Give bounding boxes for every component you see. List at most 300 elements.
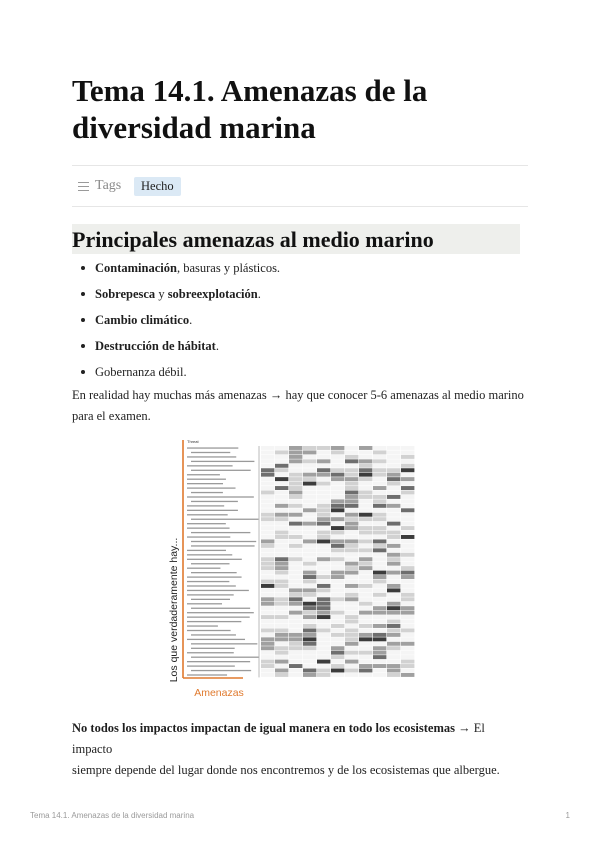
heatmap-cell — [345, 455, 358, 459]
heatmap-cell — [303, 539, 316, 543]
heatmap-cell — [359, 486, 372, 490]
heatmap-cell — [289, 664, 302, 668]
heatmap-cell — [401, 597, 414, 601]
heatmap-cell — [401, 628, 414, 632]
heatmap-cell — [261, 660, 274, 664]
heatmap-cell — [275, 464, 288, 468]
heatmap-cell — [275, 624, 288, 628]
heatmap-cell — [303, 473, 316, 477]
heatmap-cell — [317, 615, 330, 619]
heatmap-cell — [345, 584, 358, 588]
heatmap-cell — [345, 562, 358, 566]
page-title: Tema 14.1. Amenazas de la diversidad marina — [72, 73, 428, 145]
heatmap-cell — [331, 580, 344, 584]
heatmap-cell — [275, 660, 288, 664]
row-label-line — [191, 599, 230, 600]
heatmap-cell — [331, 673, 344, 677]
heatmap-cell — [331, 504, 344, 508]
row-label-line — [187, 550, 226, 551]
heatmap-cell — [359, 606, 372, 610]
heatmap-cell — [387, 611, 400, 615]
heatmap-cell — [345, 495, 358, 499]
heatmap-cell — [401, 459, 414, 463]
heatmap-cell — [275, 646, 288, 650]
heatmap-cell — [359, 637, 372, 641]
heatmap-cell — [261, 673, 274, 677]
heatmap-cell — [373, 571, 386, 575]
row-label-line — [187, 487, 236, 488]
heatmap-cell — [331, 646, 344, 650]
heatmap-cell — [289, 597, 302, 601]
heatmap-cell — [359, 508, 372, 512]
heatmap-cell — [317, 482, 330, 486]
row-label-line — [187, 630, 231, 631]
heatmap-cell — [289, 673, 302, 677]
heatmap-cell — [345, 544, 358, 548]
heatmap-cell — [345, 606, 358, 610]
heatmap-cell — [401, 526, 414, 530]
heatmap-cell — [261, 459, 274, 463]
heatmap-cell — [275, 669, 288, 673]
row-label-line — [191, 541, 256, 542]
heatmap-cell — [345, 477, 358, 481]
heatmap-cell — [303, 531, 316, 535]
heatmap-cell — [303, 548, 316, 552]
heatmap-cell — [275, 508, 288, 512]
heatmap-cell — [317, 566, 330, 570]
heatmap-cell — [345, 473, 358, 477]
heatmap-cell — [359, 446, 372, 450]
heatmap-cell — [303, 544, 316, 548]
heatmap-cell — [401, 517, 414, 521]
heatmap-cell — [261, 535, 274, 539]
heatmap-cell — [387, 615, 400, 619]
row-label-line — [187, 652, 234, 653]
heatmap-cell — [373, 664, 386, 668]
row-label-line — [187, 474, 220, 475]
heatmap-cell — [359, 544, 372, 548]
heatmap-cell — [331, 566, 344, 570]
heatmap-cell — [261, 651, 274, 655]
paragraph-bold: No todos los impactos impactan de igual manera en todo los ecosistemas — [72, 721, 455, 735]
heatmap-cell — [401, 535, 414, 539]
heatmap-cell — [317, 464, 330, 468]
heatmap-cell — [317, 620, 330, 624]
heatmap-cell — [331, 669, 344, 673]
heatmap-cell — [359, 553, 372, 557]
heatmap-cell — [289, 535, 302, 539]
heatmap-cell — [303, 597, 316, 601]
heatmap-cell — [317, 584, 330, 588]
threats-list — [72, 258, 528, 388]
heatmap-cell — [401, 557, 414, 561]
heatmap-cell — [345, 669, 358, 673]
heatmap-cell — [345, 611, 358, 615]
list-item-text: y — [155, 287, 168, 301]
heatmap-cell — [401, 651, 414, 655]
heatmap-cell — [275, 606, 288, 610]
heatmap-cell — [359, 566, 372, 570]
heatmap-cell — [359, 522, 372, 526]
heatmap-cell — [345, 646, 358, 650]
heatmap-cell — [303, 580, 316, 584]
heatmap-cell — [331, 473, 344, 477]
heatmap-cell — [387, 660, 400, 664]
heatmap-cell — [303, 660, 316, 664]
heatmap-cell — [331, 660, 344, 664]
heatmap-cell — [373, 611, 386, 615]
heatmap-cell — [387, 628, 400, 632]
heatmap-cell — [359, 455, 372, 459]
heatmap-cell — [303, 655, 316, 659]
heatmap-cell — [331, 450, 344, 454]
heatmap-cell — [373, 508, 386, 512]
heatmap-cell — [261, 624, 274, 628]
heatmap-cell — [331, 508, 344, 512]
heatmap-cell — [317, 651, 330, 655]
heatmap-cell — [387, 571, 400, 575]
heatmap-cell — [387, 539, 400, 543]
row-label-line — [187, 496, 254, 497]
section-heading-text: Principales amenazas al medio marino — [72, 227, 434, 252]
heatmap-cell — [317, 477, 330, 481]
row-label-line — [187, 581, 229, 582]
heatmap-cell — [401, 624, 414, 628]
heatmap-cell — [261, 584, 274, 588]
heatmap-cell — [387, 602, 400, 606]
heatmap-cell — [345, 499, 358, 503]
heatmap-cell — [261, 615, 274, 619]
heatmap-cell — [345, 566, 358, 570]
list-item-bold-2: sobreexplotación — [167, 287, 258, 301]
heatmap-cell — [303, 620, 316, 624]
row-label-line — [187, 665, 235, 666]
heatmap-cell — [317, 526, 330, 530]
heatmap-cell — [387, 544, 400, 548]
heatmap-cell — [289, 446, 302, 450]
heatmap-cell — [317, 531, 330, 535]
heatmap-cell — [373, 491, 386, 495]
heatmap-cell — [401, 606, 414, 610]
heatmap-cell — [401, 464, 414, 468]
list-item-text: , basuras y plásticos. — [176, 261, 281, 275]
heatmap-cell — [331, 651, 344, 655]
heatmap-cell — [317, 486, 330, 490]
heatmap-cell — [317, 450, 330, 454]
heatmap-cell — [359, 588, 372, 592]
heatmap-cell — [331, 522, 344, 526]
heatmap-cell — [289, 455, 302, 459]
heatmap-cell — [345, 597, 358, 601]
heatmap-cell — [373, 646, 386, 650]
heatmap-cell — [373, 673, 386, 677]
heatmap-cell — [317, 580, 330, 584]
heatmap-cell — [359, 504, 372, 508]
heatmap-cell — [317, 504, 330, 508]
heatmap-cell — [289, 655, 302, 659]
heatmap-cell — [303, 522, 316, 526]
heatmap-cell — [289, 522, 302, 526]
heatmap-cell — [345, 655, 358, 659]
heatmap-cell — [317, 499, 330, 503]
heatmap-cell — [275, 633, 288, 637]
heatmap-cell — [331, 499, 344, 503]
heatmap-cell — [275, 584, 288, 588]
heatmap-cell — [387, 584, 400, 588]
row-label-line — [191, 492, 223, 493]
heatmap-cell — [373, 473, 386, 477]
heatmap-cell — [317, 548, 330, 552]
heatmap-cell — [303, 611, 316, 615]
heatmap-cell — [373, 468, 386, 472]
heatmap-cell — [317, 557, 330, 561]
heatmap-cell — [373, 482, 386, 486]
heatmap-cell — [289, 499, 302, 503]
heatmap-cell — [275, 620, 288, 624]
heatmap-cell — [345, 539, 358, 543]
heatmap-cell — [275, 446, 288, 450]
heatmap-cell — [387, 637, 400, 641]
heatmap-cell — [261, 637, 274, 641]
heatmap-cell — [359, 513, 372, 517]
heatmap-cell — [289, 633, 302, 637]
heatmap-cell — [331, 539, 344, 543]
heatmap-cell — [331, 611, 344, 615]
heatmap-cell — [345, 522, 358, 526]
heatmap-cell — [373, 477, 386, 481]
heatmap-cell — [289, 468, 302, 472]
heatmap-cell — [373, 548, 386, 552]
heatmap-cell — [345, 664, 358, 668]
heatmap-cell — [261, 539, 274, 543]
heatmap-cell — [401, 611, 414, 615]
heatmap-cell — [401, 642, 414, 646]
heatmap-cell — [401, 673, 414, 677]
heatmap-cell — [373, 628, 386, 632]
heatmap-cell — [331, 495, 344, 499]
heatmap-cell — [359, 624, 372, 628]
heatmap-cell — [303, 602, 316, 606]
heatmap-cell — [289, 539, 302, 543]
heatmap-cell — [275, 642, 288, 646]
heatmap-cell — [373, 606, 386, 610]
heatmap-cell — [345, 513, 358, 517]
heatmap-cell — [359, 548, 372, 552]
heatmap-cell — [387, 486, 400, 490]
heatmap-cell — [359, 620, 372, 624]
heatmap-cell — [373, 539, 386, 543]
heatmap-cell — [275, 450, 288, 454]
heatmap-cell — [373, 544, 386, 548]
heatmap-cell — [261, 508, 274, 512]
figure-header-label: Threat — [187, 439, 199, 444]
heatmap-cell — [261, 669, 274, 673]
heatmap-cell — [275, 517, 288, 521]
list-item-bold: Contaminación — [95, 261, 177, 275]
heatmap-cell — [345, 642, 358, 646]
heatmap-cell — [303, 508, 316, 512]
heatmap-cell — [373, 575, 386, 579]
row-label-line — [191, 572, 237, 573]
heatmap-cell — [345, 557, 358, 561]
row-label-line — [187, 594, 234, 595]
paragraph-line: siempre depende del lugar donde nos encontremos y de los ecosistemas que albergue. — [72, 763, 500, 777]
heatmap-cell — [261, 606, 274, 610]
heatmap-cell — [401, 450, 414, 454]
heatmap-cell — [373, 593, 386, 597]
heatmap-cell — [303, 593, 316, 597]
heatmap-cell — [289, 575, 302, 579]
heatmap-cell — [359, 491, 372, 495]
heatmap-cell — [303, 526, 316, 530]
heatmap-cell — [317, 624, 330, 628]
heatmap-cell — [345, 633, 358, 637]
heatmap-cell — [289, 553, 302, 557]
heatmap-cell — [317, 491, 330, 495]
heatmap-cell — [387, 468, 400, 472]
heatmap-cell — [331, 637, 344, 641]
heatmap-cell — [275, 459, 288, 463]
heatmap-cell — [373, 553, 386, 557]
heatmap-cell — [359, 526, 372, 530]
heatmap-cell — [331, 544, 344, 548]
heatmap-cell — [261, 522, 274, 526]
heatmap-cell — [401, 495, 414, 499]
heatmap-cell — [261, 482, 274, 486]
heatmap-cell — [261, 450, 274, 454]
row-label-line — [191, 657, 259, 658]
heatmap-cell — [359, 477, 372, 481]
heatmap-cell — [359, 539, 372, 543]
heatmap-cell — [289, 513, 302, 517]
heatmap-cell — [359, 562, 372, 566]
heatmap-cell — [401, 664, 414, 668]
heatmap-cell — [401, 562, 414, 566]
row-label-line — [187, 621, 241, 622]
heatmap-cell — [289, 531, 302, 535]
paragraph-line: para el examen. — [72, 409, 151, 423]
heatmap-cell — [275, 575, 288, 579]
heatmap-cell — [401, 602, 414, 606]
heatmap-cell — [345, 637, 358, 641]
heatmap-cell — [331, 628, 344, 632]
heatmap-cell — [401, 513, 414, 517]
heatmap-cell — [331, 477, 344, 481]
heatmap-cell — [373, 580, 386, 584]
row-label-line — [187, 528, 230, 529]
heatmap-cell — [387, 477, 400, 481]
heatmap-cell — [289, 660, 302, 664]
heatmap-cell — [359, 655, 372, 659]
heatmap-cell — [289, 606, 302, 610]
heatmap-cell — [387, 651, 400, 655]
heatmap-cell — [303, 557, 316, 561]
heatmap-cell — [275, 539, 288, 543]
heatmap-cell — [275, 602, 288, 606]
heatmap-cell — [275, 504, 288, 508]
heatmap-cell — [373, 486, 386, 490]
heatmap-cell — [373, 566, 386, 570]
heatmap-cell — [331, 571, 344, 575]
heatmap-cell — [261, 593, 274, 597]
heatmap-cell — [345, 593, 358, 597]
heatmap-cell — [373, 584, 386, 588]
heatmap-cell — [331, 446, 344, 450]
tags-property[interactable] — [78, 178, 134, 194]
heatmap-cell — [303, 468, 316, 472]
heatmap-cell — [387, 522, 400, 526]
heatmap-cell — [289, 593, 302, 597]
heatmap-cell — [345, 464, 358, 468]
heatmap-cell — [303, 588, 316, 592]
row-label-line — [187, 617, 250, 618]
heatmap-cell — [387, 495, 400, 499]
heatmap-cell — [261, 446, 274, 450]
row-label-line — [187, 447, 238, 448]
heatmap-cell — [261, 575, 274, 579]
heatmap-cell — [373, 655, 386, 659]
heatmap-cell — [289, 642, 302, 646]
list-item — [72, 336, 528, 362]
heatmap-cell — [261, 499, 274, 503]
heatmap-cell — [401, 646, 414, 650]
heatmap-cell — [317, 508, 330, 512]
heatmap-cell — [331, 548, 344, 552]
row-label-line — [187, 590, 249, 591]
heatmap-cell — [373, 597, 386, 601]
threats-matrix-image — [165, 432, 440, 702]
threat-heatmap — [187, 446, 414, 677]
heatmap-cell — [331, 513, 344, 517]
footer-title: Tema 14.1. Amenazas de la diversidad marina — [30, 811, 195, 820]
heatmap-cell — [331, 455, 344, 459]
heatmap-cell — [331, 531, 344, 535]
row-label-line — [187, 559, 242, 560]
heatmap-cell — [401, 584, 414, 588]
heatmap-cell — [345, 588, 358, 592]
heatmap-cell — [331, 620, 344, 624]
heatmap-cell — [345, 624, 358, 628]
heatmap-cell — [289, 611, 302, 615]
heatmap-cell — [303, 495, 316, 499]
heatmap-cell — [289, 624, 302, 628]
heatmap-cell — [317, 660, 330, 664]
heatmap-cell — [261, 633, 274, 637]
heatmap-cell — [387, 664, 400, 668]
heatmap-cell — [359, 450, 372, 454]
heatmap-cell — [275, 513, 288, 517]
heatmap-cell — [373, 535, 386, 539]
heatmap-cell — [373, 633, 386, 637]
heatmap-cell — [303, 491, 316, 495]
heatmap-cell — [261, 553, 274, 557]
heatmap-cell — [401, 548, 414, 552]
heatmap-cell — [289, 464, 302, 468]
properties-bar — [72, 165, 528, 207]
heatmap-cell — [275, 651, 288, 655]
heatmap-cell — [359, 473, 372, 477]
heatmap-cell — [303, 459, 316, 463]
heatmap-cell — [289, 557, 302, 561]
heatmap-cell — [261, 544, 274, 548]
heatmap-cell — [317, 539, 330, 543]
row-label-line — [191, 519, 258, 520]
heatmap-cell — [359, 602, 372, 606]
heatmap-cell — [261, 566, 274, 570]
tag-chip[interactable]: Hecho — [134, 177, 181, 196]
heatmap-cell — [275, 611, 288, 615]
heatmap-cell — [303, 450, 316, 454]
